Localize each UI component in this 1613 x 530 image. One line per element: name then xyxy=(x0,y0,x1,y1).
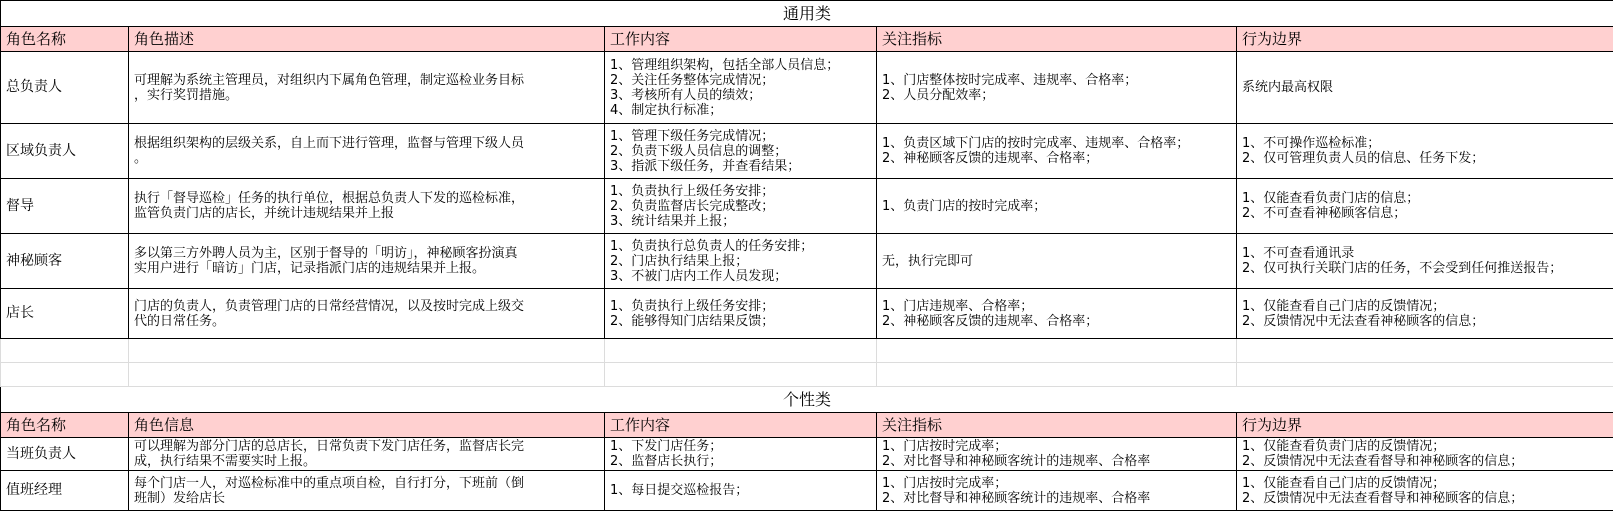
cell-line: 4、制定执行标准； xyxy=(610,102,723,118)
desc-cell[interactable] xyxy=(129,438,605,471)
work-cell[interactable] xyxy=(605,234,877,289)
cell-line: 1、门店按时完成率； xyxy=(882,475,1008,491)
cell-line: 1、仅能查看负责门店的信息； xyxy=(1242,191,1420,206)
table-row xyxy=(1,124,1613,179)
cell-line: 1、仅能查看自己门店的反馈情况； xyxy=(1242,298,1446,314)
table-row xyxy=(1,52,1613,124)
cell-line: 3、统计结果并上报； xyxy=(610,213,736,229)
table-row xyxy=(1,289,1613,339)
cell-line: 监管负责门店的店长，并统计违规结果并上报 xyxy=(134,206,395,221)
cell-line: 1、不可操作巡检标准； xyxy=(1242,136,1381,151)
boundary-cell[interactable] xyxy=(1237,234,1613,289)
empty-cell[interactable] xyxy=(877,339,1237,363)
boundary-cell[interactable] xyxy=(1237,179,1613,234)
metrics-cell[interactable] xyxy=(877,289,1237,339)
cell-line: 1、门店按时完成率； xyxy=(882,439,1008,454)
metrics-cell[interactable] xyxy=(877,124,1237,179)
metrics-cell[interactable] xyxy=(877,179,1237,234)
cell-line: 3、不被门店内工作人员发现； xyxy=(610,268,788,284)
individual-column-header: 关注指标 xyxy=(877,413,1237,438)
boundary-cell[interactable] xyxy=(1237,289,1613,339)
desc-cell[interactable] xyxy=(129,179,605,234)
cell-line: 2、神秘顾客反馈的违规率、合格率； xyxy=(882,313,1099,329)
general-column-header: 行为边界 xyxy=(1237,27,1613,52)
cell-line: 2、不可查看神秘顾客信息； xyxy=(1242,206,1407,221)
general-column-header: 角色名称 xyxy=(1,27,129,52)
role-name-cell[interactable]: 店长 xyxy=(1,289,129,339)
cell-line: 2、负责下级人员信息的调整； xyxy=(610,143,788,159)
cell-line: 1、门店违规率、合格率； xyxy=(882,298,1034,314)
cell-line: 1、管理组织架构，包括全部人员信息； xyxy=(610,57,840,73)
cell-line: 3、指派下级任务，并查看结果； xyxy=(610,158,801,174)
cell-line: 1、下发门店任务； xyxy=(610,439,723,454)
desc-cell[interactable] xyxy=(129,234,605,289)
general-section-title: 通用类 xyxy=(1,1,1613,27)
cell-line: ，实行奖罚措施。 xyxy=(134,87,239,103)
cell-line: 1、不可查看通讯录 xyxy=(1242,246,1355,261)
table-row xyxy=(1,179,1613,234)
general-column-header: 关注指标 xyxy=(877,27,1237,52)
individual-column-header: 工作内容 xyxy=(605,413,877,438)
cell-line: 可以理解为部分门店的总店长，日常负责下发门店任务，监督店长完 xyxy=(134,439,525,454)
desc-cell[interactable] xyxy=(129,124,605,179)
cell-line: 。 xyxy=(134,151,148,166)
cell-line: 2、负责监督店长完成整改； xyxy=(610,198,775,214)
empty-cell[interactable] xyxy=(1237,363,1613,387)
cell-line: 2、人员分配效率； xyxy=(882,87,995,103)
boundary-cell[interactable] xyxy=(1237,124,1613,179)
general-column-header: 工作内容 xyxy=(605,27,877,52)
desc-cell[interactable] xyxy=(129,471,605,511)
cell-line: 2、反馈情况中无法查看督导和神秘顾客的信息； xyxy=(1242,454,1524,469)
cell-line: 实用户进行「暗访」门店，记录指派门店的违规结果并上报。 xyxy=(134,261,486,276)
empty-cell[interactable] xyxy=(605,363,877,387)
individual-column-header: 角色信息 xyxy=(129,413,605,438)
cell-line: 1、管理下级任务完成情况； xyxy=(610,128,775,144)
cell-line: 可理解为系统主管理员，对组织内下属角色管理，制定巡检业务目标 xyxy=(134,72,525,88)
cell-line: 3、考核所有人员的绩效； xyxy=(610,87,762,103)
table-row xyxy=(1,471,1613,511)
work-cell[interactable] xyxy=(605,124,877,179)
cell-line: 2、关注任务整体完成情况； xyxy=(610,72,775,88)
empty-cell[interactable] xyxy=(129,363,605,387)
work-cell[interactable] xyxy=(605,289,877,339)
empty-cell[interactable] xyxy=(1237,339,1613,363)
cell-line: 1、负责区域下门店的按时完成率、违规率、合格率； xyxy=(882,136,1190,151)
boundary-cell[interactable] xyxy=(1237,438,1613,471)
metrics-cell[interactable] xyxy=(877,234,1237,289)
cell-line: 成，执行结果不需要实时上报。 xyxy=(134,454,317,469)
cell-line: 2、仅可管理负责人员的信息、任务下发； xyxy=(1242,151,1485,166)
table-row xyxy=(1,438,1613,471)
desc-cell[interactable] xyxy=(129,289,605,339)
cell-line: 每个门店一人，对巡检标准中的重点项自检，自行打分，下班前（倒 xyxy=(134,475,525,491)
role-name-cell[interactable]: 区域负责人 xyxy=(1,124,129,179)
role-name-cell[interactable]: 神秘顾客 xyxy=(1,234,129,289)
work-cell[interactable] xyxy=(605,438,877,471)
cell-line: 1、门店整体按时完成率、违规率、合格率； xyxy=(882,72,1138,88)
role-name-cell[interactable]: 值班经理 xyxy=(1,471,129,511)
cell-line: 1、负责执行上级任务安排； xyxy=(610,183,775,199)
work-cell[interactable] xyxy=(605,52,877,124)
role-name-cell[interactable]: 当班负责人 xyxy=(1,438,129,471)
empty-cell[interactable] xyxy=(877,363,1237,387)
cell-line: 2、反馈情况中无法查看督导和神秘顾客的信息； xyxy=(1242,490,1524,506)
cell-line: 1、每日提交巡检报告； xyxy=(610,483,749,498)
role-name-cell[interactable]: 督导 xyxy=(1,179,129,234)
table-row xyxy=(1,234,1613,289)
empty-cell[interactable] xyxy=(605,339,877,363)
cell-line: 2、神秘顾客反馈的违规率、合格率； xyxy=(882,151,1099,166)
individual-column-header: 角色名称 xyxy=(1,413,129,438)
cell-line: 2、仅可执行关联门店的任务，不会受到任何推送报告； xyxy=(1242,261,1563,276)
boundary-cell[interactable] xyxy=(1237,52,1613,124)
cell-line: 1、负责门店的按时完成率； xyxy=(882,198,1047,214)
metrics-cell[interactable] xyxy=(877,438,1237,471)
cell-line: 根据组织架构的层级关系，自上而下进行管理，监督与管理下级人员 xyxy=(134,136,525,151)
metrics-cell[interactable] xyxy=(877,52,1237,124)
cell-line: 门店的负责人，负责管理门店的日常经营情况，以及按时完成上级交 xyxy=(134,298,525,314)
boundary-cell[interactable] xyxy=(1237,471,1613,511)
cell-line: 1、仅能查看自己门店的反馈情况； xyxy=(1242,475,1446,491)
cell-line: 1、仅能查看负责门店的反馈情况； xyxy=(1242,439,1446,454)
individual-column-header: 行为边界 xyxy=(1237,413,1613,438)
individual-section-title: 个性类 xyxy=(1,387,1613,413)
cell-line: 班制）发给店长 xyxy=(134,490,226,506)
empty-cell[interactable] xyxy=(1,339,129,363)
cell-line: 2、对比督导和神秘顾客统计的违规率、合格率 xyxy=(882,490,1151,506)
cell-line: 2、门店执行结果上报； xyxy=(610,253,749,269)
cell-line: 系统内最高权限 xyxy=(1242,80,1334,95)
cell-line: 2、能够得知门店结果反馈； xyxy=(610,313,775,329)
cell-line: 2、反馈情况中无法查看神秘顾客的信息； xyxy=(1242,313,1485,329)
cell-line: 2、监督店长执行； xyxy=(610,454,723,469)
cell-line: 2、对比督导和神秘顾客统计的违规率、合格率 xyxy=(882,454,1151,469)
desc-cell[interactable] xyxy=(129,52,605,124)
cell-line: 1、负责执行总负责人的任务安排； xyxy=(610,238,814,254)
cell-line: 执行「督导巡检」任务的执行单位，根据总负责人下发的巡检标准， xyxy=(134,191,525,206)
metrics-cell[interactable] xyxy=(877,471,1237,511)
work-cell[interactable] xyxy=(605,471,877,511)
cell-line: 1、负责执行上级任务安排； xyxy=(610,298,775,314)
general-column-header: 角色描述 xyxy=(129,27,605,52)
work-cell[interactable] xyxy=(605,179,877,234)
cell-line: 无，执行完即可 xyxy=(882,253,974,269)
empty-cell[interactable] xyxy=(1,363,129,387)
empty-cell[interactable] xyxy=(129,339,605,363)
cell-line: 代的日常任务。 xyxy=(134,313,226,329)
role-name-cell[interactable]: 总负责人 xyxy=(1,52,129,124)
cell-line: 多以第三方外聘人员为主，区别于督导的「明访」，神秘顾客扮演真 xyxy=(134,246,518,261)
